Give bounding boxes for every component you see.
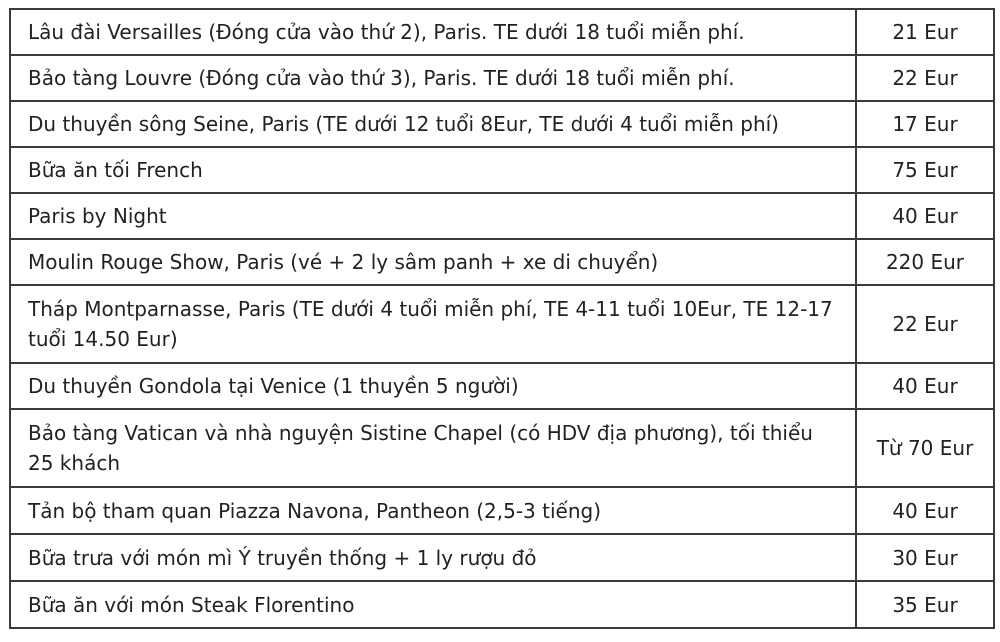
table-row <box>10 285 994 363</box>
table-row <box>10 363 994 409</box>
tour-description: Bữa ăn với món Steak Florentino <box>10 581 856 628</box>
tour-price: 35 Eur <box>856 581 994 628</box>
tour-description: Paris by Night <box>10 193 856 239</box>
tour-price-table <box>9 8 995 629</box>
tour-description: Bảo tàng Louvre (Đóng cửa vào thứ 3), Paris. TE dưới 18 tuổi miễn phí. <box>10 55 856 101</box>
table-row <box>10 487 994 534</box>
table-row <box>10 239 994 285</box>
tour-description: Du thuyền Gondola tại Venice (1 thuyền 5 người) <box>10 363 856 409</box>
table-row <box>10 409 994 487</box>
table-row <box>10 534 994 581</box>
tour-price: 75 Eur <box>856 147 994 193</box>
table-row <box>10 9 994 55</box>
tour-price: 30 Eur <box>856 534 994 581</box>
table-row <box>10 101 994 147</box>
tour-price: 21 Eur <box>856 9 994 55</box>
tour-description: Du thuyền sông Seine, Paris (TE dưới 12 tuổi 8Eur, TE dưới 4 tuổi miễn phí) <box>10 101 856 147</box>
tour-description: Moulin Rouge Show, Paris (vé + 2 ly sâm panh + xe di chuyển) <box>10 239 856 285</box>
table-row <box>10 55 994 101</box>
tour-description: Lâu đài Versailles (Đóng cửa vào thứ 2), Paris. TE dưới 18 tuổi miễn phí. <box>10 9 856 55</box>
tour-description: Bảo tàng Vatican và nhà nguyện Sistine Chapel (có HDV địa phương), tối thiểu 25 khách <box>10 409 856 487</box>
table-row <box>10 193 994 239</box>
tour-price: 220 Eur <box>856 239 994 285</box>
tour-price: Từ 70 Eur <box>856 409 994 487</box>
tour-description: Tản bộ tham quan Piazza Navona, Pantheon (2,5-3 tiếng) <box>10 487 856 534</box>
tour-price: 40 Eur <box>856 487 994 534</box>
tour-price: 40 Eur <box>856 363 994 409</box>
tour-description: Tháp Montparnasse, Paris (TE dưới 4 tuổi miễn phí, TE 4-11 tuổi 10Eur, TE 12-17 tuổi 14.50 Eur) <box>10 285 856 363</box>
tour-price: 40 Eur <box>856 193 994 239</box>
tour-description: Bữa trưa với món mì Ý truyền thống + 1 ly rượu đỏ <box>10 534 856 581</box>
tour-price: 22 Eur <box>856 285 994 363</box>
tour-price: 17 Eur <box>856 101 994 147</box>
table-row <box>10 147 994 193</box>
tour-description: Bữa ăn tối French <box>10 147 856 193</box>
table-row <box>10 581 994 628</box>
tour-price: 22 Eur <box>856 55 994 101</box>
